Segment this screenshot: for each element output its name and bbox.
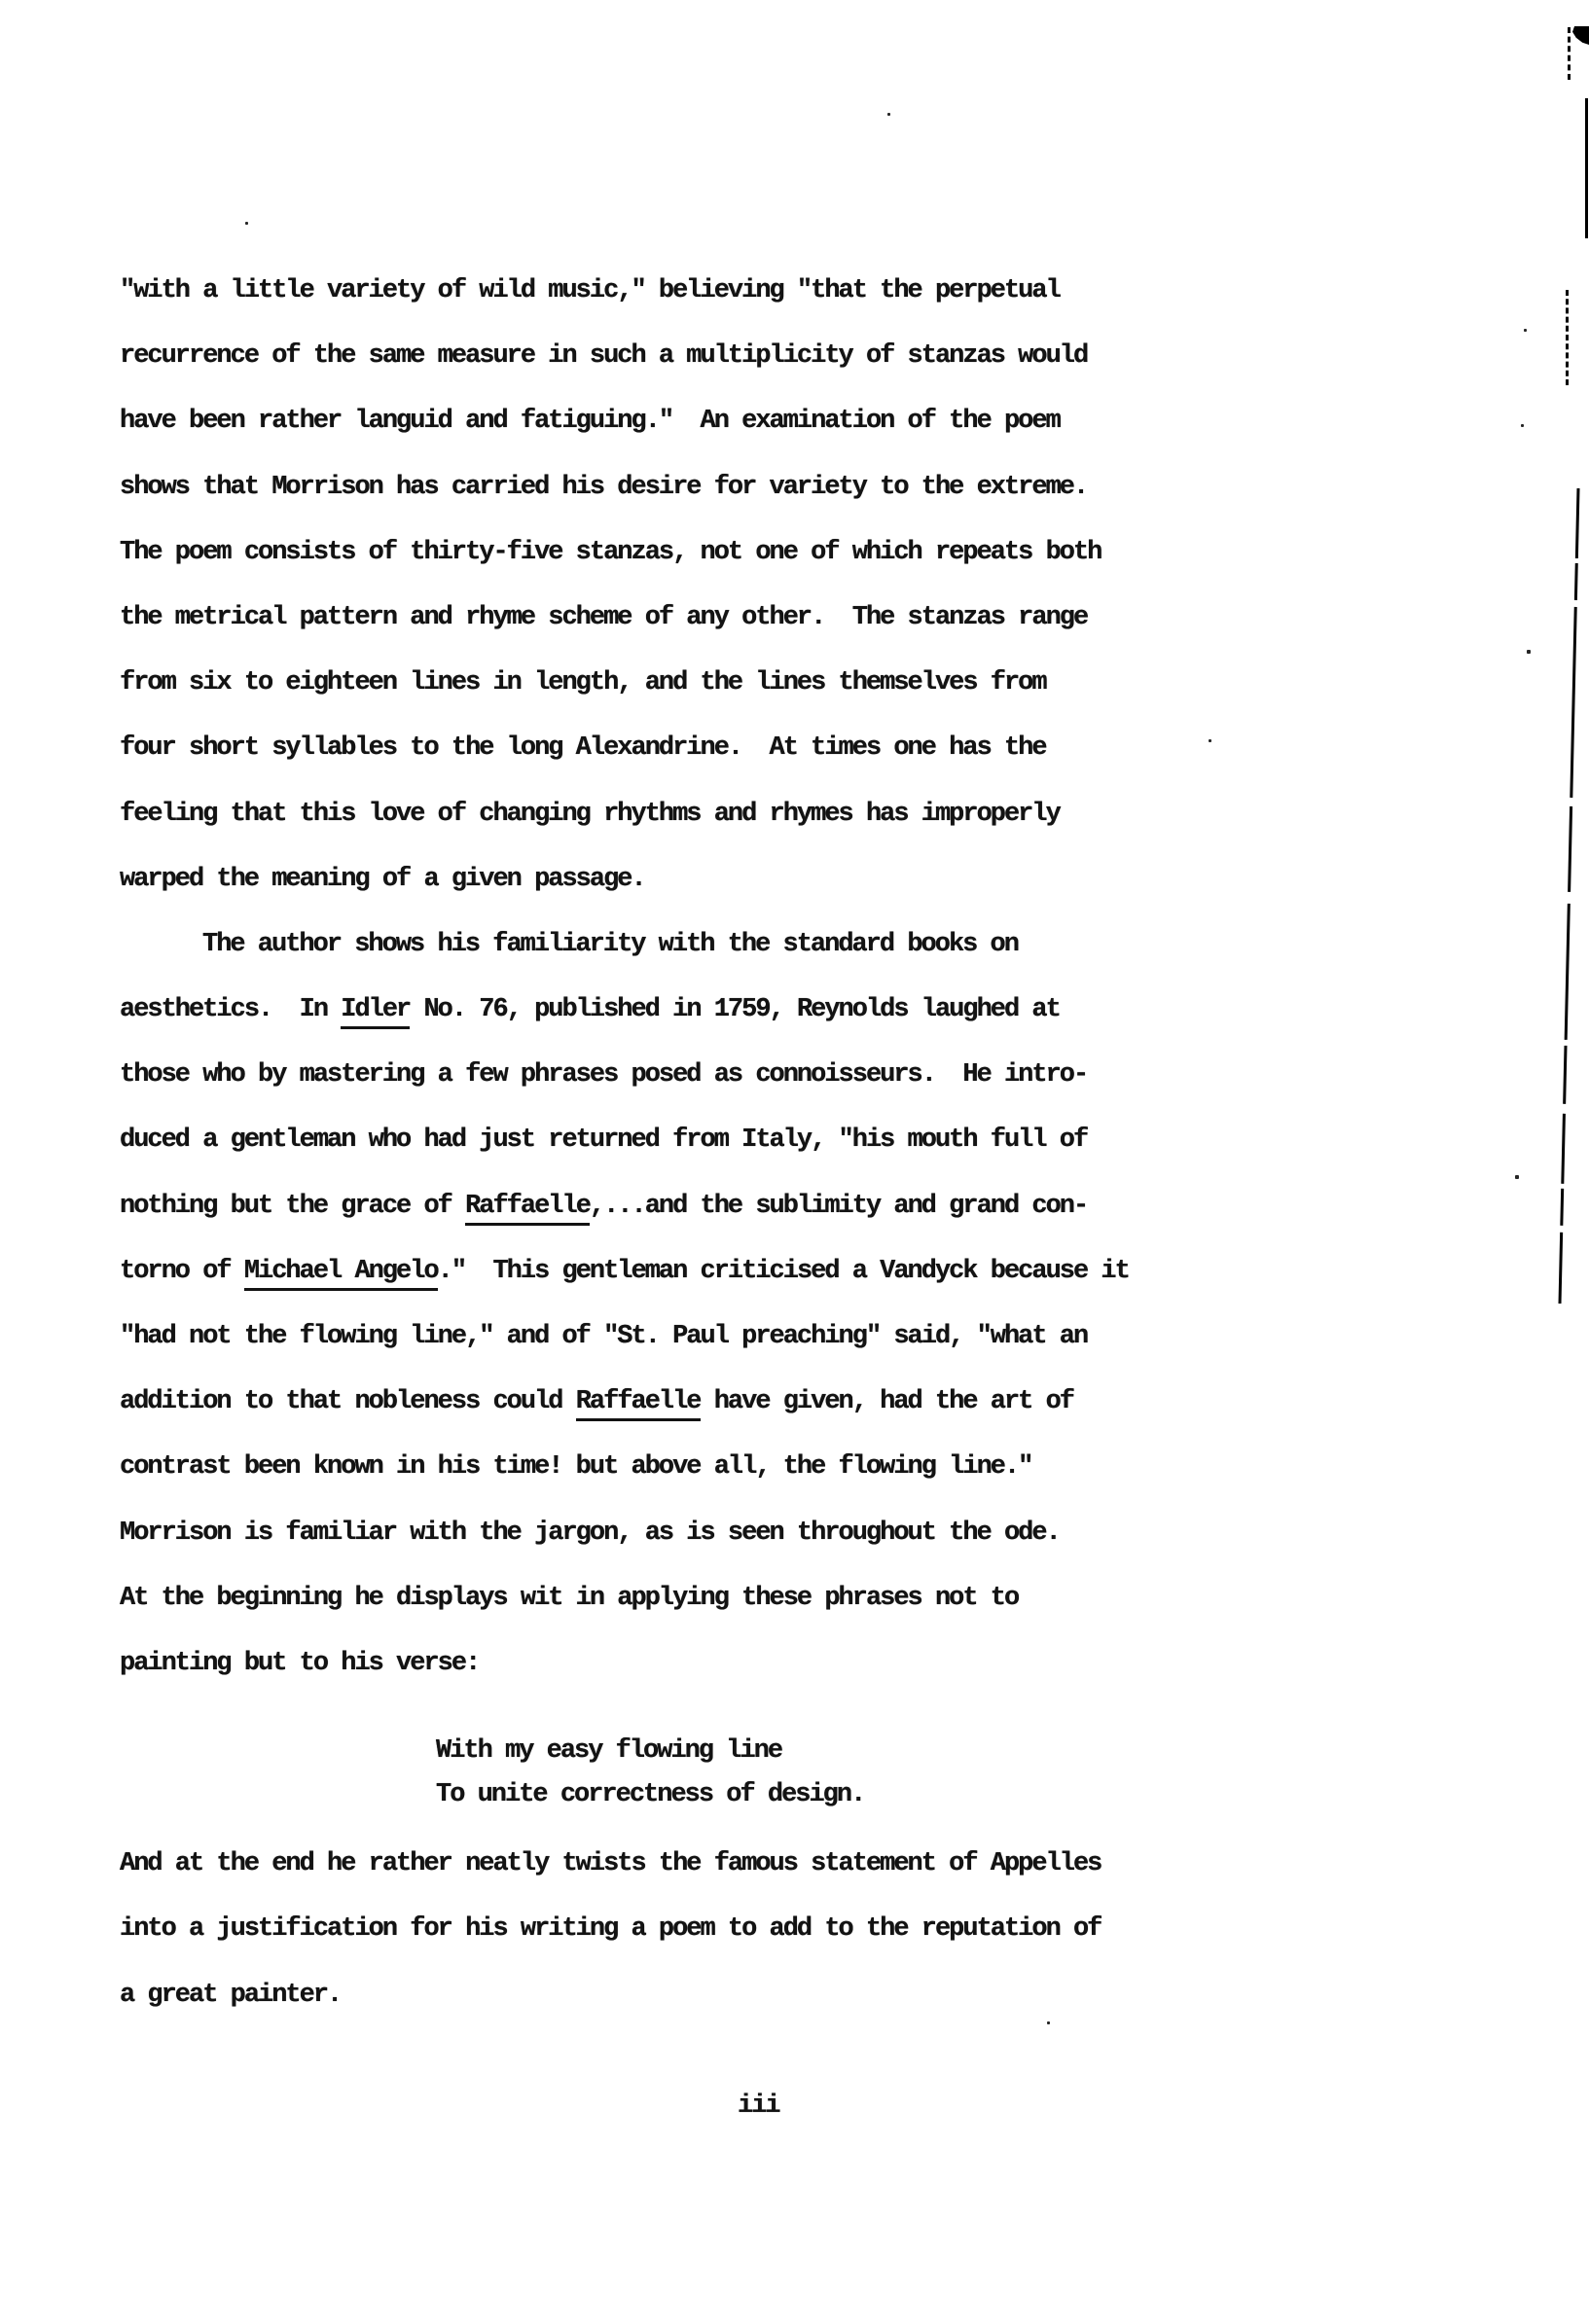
text-line <box>436 1730 1268 1773</box>
paragraph <box>120 259 1268 912</box>
scan-artifact-dashed-line <box>1568 27 1571 80</box>
text-line <box>120 1305 1268 1370</box>
scan-artifact-speck <box>1047 2021 1050 2024</box>
text-line <box>436 1773 1268 1817</box>
text-segment: have been rather languid and fatiguing." An examination of the poem <box>120 407 1060 437</box>
text-line <box>120 1631 1268 1697</box>
text-segment: duced a gentleman who had just returned from Italy, "his mouth full of <box>120 1126 1088 1156</box>
text-line <box>120 324 1268 389</box>
paragraph <box>120 912 1268 1697</box>
text-line <box>120 716 1268 781</box>
text-segment: "had not the flowing line," and of "St. Paul preaching" said, "what an <box>120 1322 1088 1351</box>
paragraph <box>120 1832 1268 2028</box>
text-line <box>120 1832 1268 1897</box>
text-line <box>120 389 1268 454</box>
text-line <box>120 1897 1268 1962</box>
scan-artifact-speck <box>887 113 890 116</box>
text-segment: have given, had the art of <box>700 1387 1073 1417</box>
text-line <box>120 1370 1268 1435</box>
text-segment: nothing but the grace of <box>120 1191 466 1221</box>
scan-artifact-speck <box>1524 329 1527 332</box>
text-segment: Morrison is familiar with the jargon, as is seen throughout the ode. <box>120 1518 1060 1548</box>
text-line <box>120 586 1268 651</box>
page-number: iii <box>738 2092 779 2121</box>
text-segment: No. 76, published in 1759, Reynolds laughed at <box>410 995 1060 1025</box>
underlined-text: Raffaelle <box>465 1192 590 1226</box>
text-segment: contrast been known in his time! but above all, the flowing line." <box>120 1452 1032 1483</box>
text-segment: those who by mastering a few phrases posed as connoisseurs. He intro- <box>120 1060 1088 1090</box>
scan-artifact-edge-line <box>1549 475 1588 1321</box>
text-segment: addition to that nobleness could <box>120 1387 576 1417</box>
text-block <box>120 259 1268 2028</box>
text-segment: the metrical pattern and rhyme scheme of any other. The stanzas range <box>120 602 1088 632</box>
text-line <box>120 455 1268 520</box>
text-segment: shows that Morrison has carried his desire for variety to the extreme. <box>120 472 1088 502</box>
text-segment: into a justification for his writing a poem to add to the reputation of <box>120 1914 1101 1945</box>
text-segment: a great painter. <box>120 1980 342 2010</box>
text-line <box>120 1174 1268 1239</box>
text-segment: warped the meaning of a given passage. <box>120 864 645 894</box>
text-line <box>120 651 1268 716</box>
underlined-text: Michael Angelo <box>244 1257 438 1291</box>
text-segment: At the beginning he displays wit in applying these phrases not to <box>120 1583 1019 1613</box>
text-segment: painting but to his verse: <box>120 1648 480 1678</box>
scan-artifact-edge-line <box>1585 98 1588 238</box>
text-line <box>120 782 1268 847</box>
text-segment: With my easy flowing line <box>436 1736 782 1767</box>
text-line <box>120 1435 1268 1500</box>
text-segment: "with a little variety of wild music," believing "that the perpetual <box>120 276 1060 305</box>
text-line <box>120 978 1268 1043</box>
text-line <box>120 1043 1268 1108</box>
text-segment: The poem consists of thirty-five stanzas, not one of which repeats both <box>120 537 1101 567</box>
scan-artifact-dashed-line <box>1566 290 1569 385</box>
scan-artifact-speck <box>1209 739 1211 742</box>
text-line <box>120 1963 1268 2028</box>
text-segment: feeling that this love of changing rhythms and rhymes has improperly <box>120 799 1060 829</box>
text-segment: ,...and the sublimity and grand con- <box>589 1191 1088 1221</box>
text-segment: And at the end he rather neatly twists the famous statement of Appelles <box>120 1849 1101 1879</box>
text-line <box>120 259 1268 324</box>
text-line <box>120 1239 1268 1305</box>
text-line <box>120 1566 1268 1631</box>
text-line <box>120 1501 1268 1566</box>
text-segment: aesthetics. In <box>120 995 342 1025</box>
text-segment: recurrence of the same measure in such a multiplicity of stanzas would <box>120 341 1088 372</box>
text-segment: from six to eighteen lines in length, and the lines themselves from <box>120 668 1046 698</box>
scan-artifact-speck <box>245 222 248 225</box>
text-segment: To unite correctness of design. <box>436 1780 865 1810</box>
text-line <box>120 520 1268 586</box>
text-segment: The author shows his familiarity with the standard books on <box>202 929 1018 959</box>
underlined-text: Raffaelle <box>576 1387 701 1421</box>
scan-artifact-speck <box>1515 1175 1519 1179</box>
scan-artifact-speck <box>1527 650 1531 654</box>
text-line <box>120 847 1268 912</box>
text-segment: ." This gentleman criticised a Vandyck because it <box>437 1256 1129 1286</box>
text-line <box>120 1108 1268 1173</box>
text-segment: four short syllables to the long Alexandrine. At times one has the <box>120 733 1046 764</box>
underlined-text: Idler <box>341 995 410 1029</box>
scan-artifact-corner-blob <box>1572 26 1589 45</box>
verse-block <box>120 1730 1268 1817</box>
text-line <box>120 912 1268 978</box>
scan-artifact-speck <box>1521 424 1524 427</box>
text-segment: torno of <box>120 1256 244 1286</box>
